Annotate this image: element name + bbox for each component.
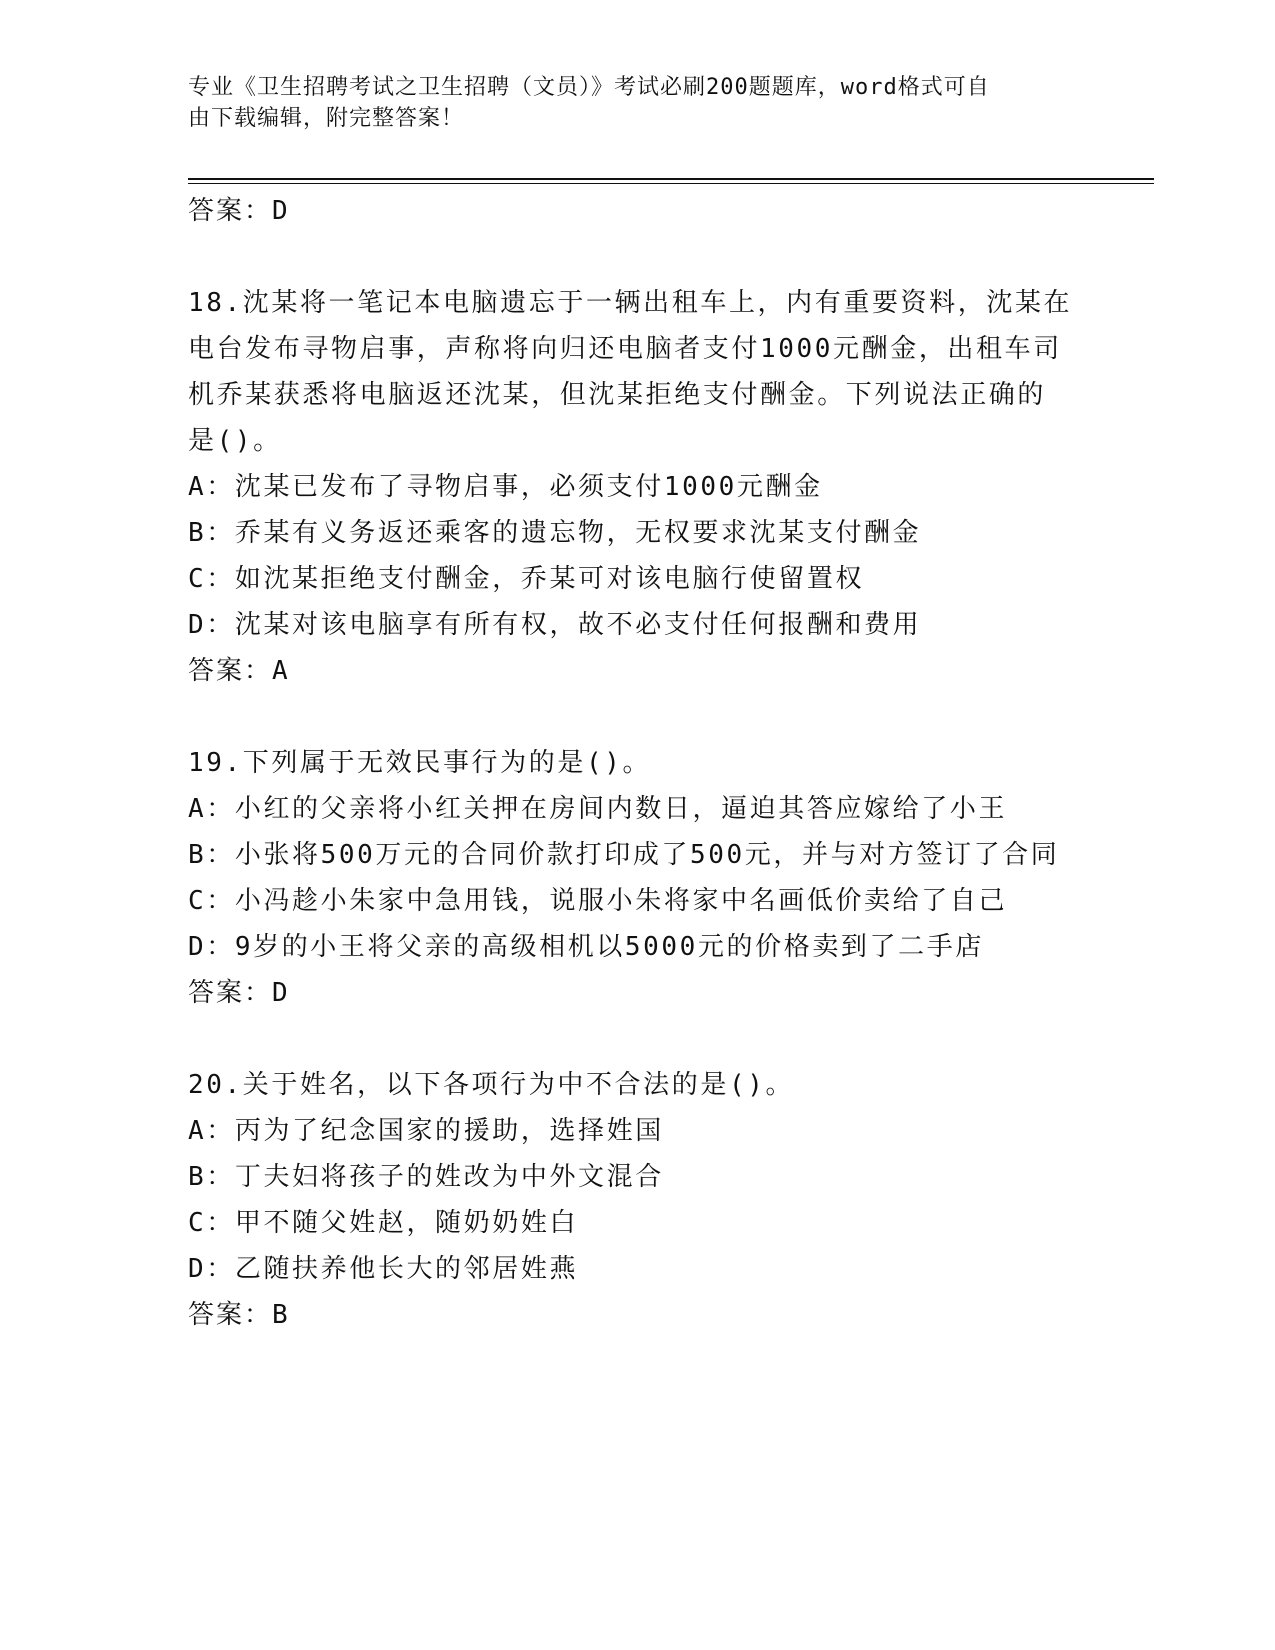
option-c: C：如沈某拒绝支付酬金，乔某可对该电脑行使留置权 — [188, 564, 865, 594]
option-d: D：沈某对该电脑享有所有权，故不必支付任何报酬和费用 — [188, 610, 922, 640]
previous-answer: 答案：D — [188, 196, 290, 226]
spacer — [188, 694, 1088, 740]
stem-line: 18.沈某将一笔记本电脑遗忘于一辆出租车上，内有重要资料，沈某在 — [188, 288, 1073, 318]
option-a: A：丙为了纪念国家的援助，选择姓国 — [188, 1116, 664, 1146]
question-19 — [188, 740, 1088, 1016]
question-stem — [188, 1062, 1088, 1108]
option-d: D：乙随扶养他长大的邻居姓燕 — [188, 1254, 579, 1284]
spacer — [188, 1016, 1088, 1062]
answer-line: 答案：B — [188, 1300, 290, 1330]
answer-line: 答案：D — [188, 978, 290, 1008]
stem-line: 20.关于姓名，以下各项行为中不合法的是()。 — [188, 1070, 795, 1100]
question-stem — [188, 740, 1088, 786]
question-content — [188, 188, 1088, 1338]
option-b: B：小张将500万元的合同价款打印成了500元，并与对方签订了合同 — [188, 840, 1060, 870]
answer-line: 答案：A — [188, 656, 290, 686]
option-a: A：沈某已发布了寻物启事，必须支付1000元酬金 — [188, 472, 823, 502]
question-18 — [188, 280, 1088, 694]
header-line-2: 由下载编辑，附完整答案！ — [188, 106, 465, 131]
question-stem — [188, 280, 1088, 464]
stem-line: 机乔某获悉将电脑返还沈某，但沈某拒绝支付酬金。下列说法正确的 — [188, 380, 1047, 410]
stem-line: 电台发布寻物启事，声称将向归还电脑者支付1000元酬金，出租车司 — [188, 334, 1062, 364]
page-header — [188, 72, 1068, 134]
stem-line: 是()。 — [188, 426, 282, 456]
option-b: B：乔某有义务返还乘客的遗忘物，无权要求沈某支付酬金 — [188, 518, 922, 548]
option-b: B：丁夫妇将孩子的姓改为中外文混合 — [188, 1162, 664, 1192]
question-20 — [188, 1062, 1088, 1338]
stem-line: 19.下列属于无效民事行为的是()。 — [188, 748, 652, 778]
header-rule-thick — [188, 178, 1154, 180]
option-a: A：小红的父亲将小红关押在房间内数日，逼迫其答应嫁给了小王 — [188, 794, 1008, 824]
option-c: C：小冯趁小朱家中急用钱，说服小朱将家中名画低价卖给了自己 — [188, 886, 1008, 916]
option-c: C：甲不随父姓赵，随奶奶姓白 — [188, 1208, 579, 1238]
header-line-1: 专业《卫生招聘考试之卫生招聘（文员）》考试必刷200题题库，word格式可自 — [188, 75, 990, 100]
option-d: D：9岁的小王将父亲的高级相机以5000元的价格卖到了二手店 — [188, 932, 984, 962]
header-rule-thin — [188, 183, 1154, 184]
spacer — [188, 234, 1088, 280]
